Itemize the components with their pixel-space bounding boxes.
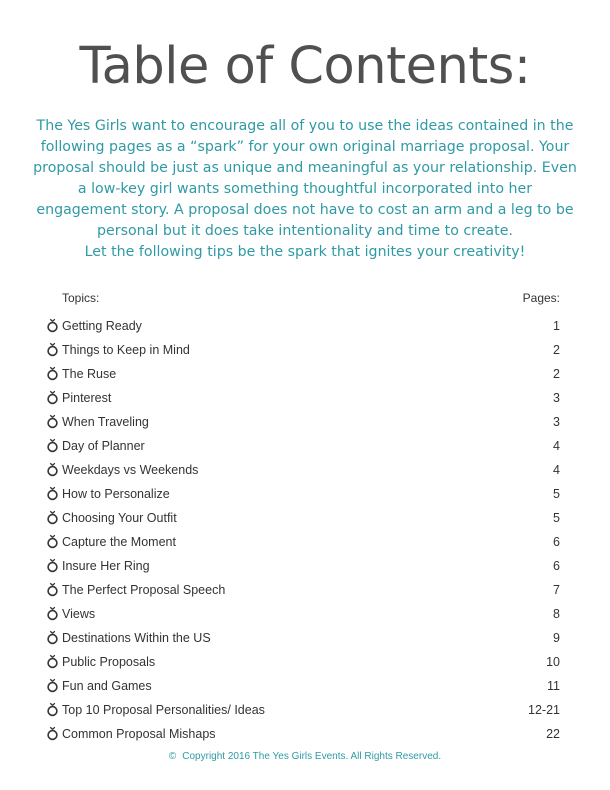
ring-icon <box>46 606 60 622</box>
intro-line: a low-key girl wants something thoughtful incorporated into her <box>77 181 533 197</box>
intro-line: personal but it does take intentionality and time to create. <box>97 223 513 239</box>
ring-icon <box>46 702 60 718</box>
ring-icon <box>46 654 60 670</box>
toc-entry <box>46 314 560 338</box>
toc-page-number: 3 <box>553 415 560 429</box>
ring-icon <box>46 462 60 478</box>
toc-topic: Getting Ready <box>62 319 142 333</box>
intro-paragraph <box>28 116 582 263</box>
toc-entry <box>46 410 560 434</box>
toc-entry <box>46 434 560 458</box>
copyright-notice <box>0 750 610 764</box>
toc-topic: Fun and Games <box>62 679 152 693</box>
ring-icon <box>46 510 60 526</box>
copyright-symbol: © <box>168 751 177 762</box>
toc-topic: Insure Her Ring <box>62 559 150 573</box>
ring-icon <box>46 390 60 406</box>
topics-column-header: Topics: <box>62 291 100 305</box>
ring-icon <box>46 558 60 574</box>
toc-entry <box>46 626 560 650</box>
toc-page-number: 12-21 <box>528 703 560 717</box>
toc-page-number: 2 <box>553 343 560 357</box>
toc-entry <box>46 554 560 578</box>
ring-icon <box>46 366 60 382</box>
toc-page-number: 3 <box>553 391 560 405</box>
toc-topic: Capture the Moment <box>62 535 176 549</box>
toc-topic: Day of Planner <box>62 439 145 453</box>
page-title: Table of Contents: <box>79 37 531 96</box>
toc-page-number: 4 <box>553 439 560 453</box>
intro-line: proposal should be just as unique and meaningful as your relationship. Even <box>33 160 577 176</box>
toc-page-number: 2 <box>553 367 560 381</box>
toc-page-number: 4 <box>553 463 560 477</box>
toc-topic: How to Personalize <box>62 487 170 501</box>
toc-page-number: 5 <box>553 511 560 525</box>
toc-page-number: 22 <box>546 727 560 741</box>
ring-icon <box>46 582 60 598</box>
toc-page-number: 9 <box>553 631 560 645</box>
toc-topic: Common Proposal Mishaps <box>62 727 216 741</box>
pages-column-header: Pages: <box>522 291 560 305</box>
ring-icon <box>46 678 60 694</box>
toc-header <box>62 290 560 306</box>
toc-entry <box>46 602 560 626</box>
toc-page-number: 11 <box>547 679 560 693</box>
toc-topic: The Perfect Proposal Speech <box>62 583 226 597</box>
toc-topic: When Traveling <box>62 415 149 429</box>
ring-icon <box>46 726 60 742</box>
copyright-text: Copyright 2016 The Yes Girls Events. All Rights Reserved. <box>182 751 442 762</box>
toc-topic: Top 10 Proposal Personalities/ Ideas <box>62 703 265 717</box>
ring-icon <box>46 534 60 550</box>
ring-icon <box>46 630 60 646</box>
toc-entry <box>46 506 560 530</box>
toc-topic: The Ruse <box>62 367 117 381</box>
toc-page-number: 8 <box>553 607 560 621</box>
toc-page-number: 10 <box>546 655 560 669</box>
intro-line: Let the following tips be the spark that ignites your creativity! <box>84 244 526 260</box>
toc-entry <box>46 530 560 554</box>
toc-entry <box>46 386 560 410</box>
ring-icon <box>46 342 60 358</box>
toc-page-number: 1 <box>553 319 560 333</box>
toc-entry <box>46 650 560 674</box>
toc-topic: Public Proposals <box>62 655 156 669</box>
toc-topic: Views <box>62 607 96 621</box>
toc-page-number: 6 <box>553 559 560 573</box>
toc-topic: Things to Keep in Mind <box>62 343 190 357</box>
toc-entry <box>46 722 560 746</box>
intro-line: following pages as a “spark” for your own original marriage proposal. Your <box>40 139 570 155</box>
toc-topic: Weekdays vs Weekends <box>62 463 199 477</box>
toc-topic: Choosing Your Outfit <box>62 511 177 525</box>
toc-page-number: 5 <box>553 487 560 501</box>
toc-entry <box>46 578 560 602</box>
toc-entry <box>46 674 560 698</box>
toc-entry <box>46 362 560 386</box>
toc-topic: Destinations Within the US <box>62 631 211 645</box>
toc-list <box>46 314 560 746</box>
ring-icon <box>46 486 60 502</box>
toc-topic: Pinterest <box>62 391 112 405</box>
intro-line: engagement story. A proposal does not have to cost an arm and a leg to be <box>36 202 574 218</box>
toc-entry <box>46 338 560 362</box>
ring-icon <box>46 414 60 430</box>
toc-page-number: 6 <box>553 535 560 549</box>
ring-icon <box>46 318 60 334</box>
toc-page-number: 7 <box>553 583 560 597</box>
toc-entry <box>46 458 560 482</box>
intro-line: The Yes Girls want to encourage all of you to use the ideas contained in the <box>36 118 574 134</box>
ring-icon <box>46 438 60 454</box>
toc-entry <box>46 698 560 722</box>
toc-entry <box>46 482 560 506</box>
